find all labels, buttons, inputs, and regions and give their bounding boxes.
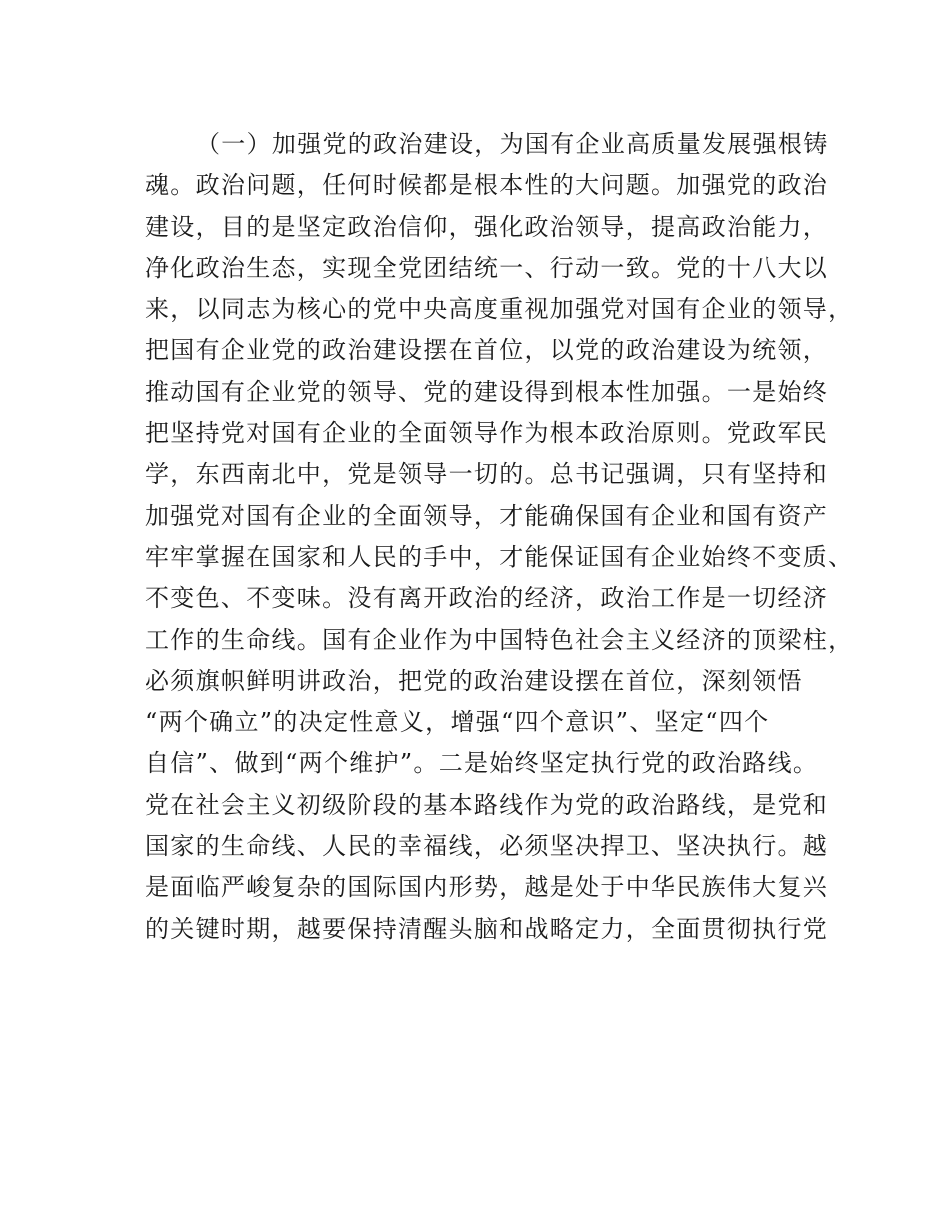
paragraph-line: 把坚持党对国有企业的全面领导作为根本政治原则。党政军民 xyxy=(145,419,829,448)
paragraph-line: 国家的生命线、人民的幸福线，必须坚决捍卫、坚决执行。越 xyxy=(145,832,829,861)
paragraph-line: 自信”、做到“两个维护”。二是始终坚定执行党的政治路线。 xyxy=(145,749,819,778)
paragraph-line: 来，以同志为核心的党中央高度重视加强党对国有企业的领导， xyxy=(145,295,854,324)
paragraph-line: 建设，目的是坚定政治信仰，强化政治领导，提高政治能力， xyxy=(145,212,829,241)
paragraph-line: 牢牢掌握在国家和人民的手中，才能保证国有企业始终不变质、 xyxy=(145,542,854,571)
paragraph-line: “两个确立”的决定性意义，增强“四个意识”、坚定“四个 xyxy=(145,708,770,737)
paragraph-line: 加强党对国有企业的全面领导，才能确保国有企业和国有资产 xyxy=(145,501,829,530)
paragraph-line: 魂。政治问题，任何时候都是根本性的大问题。加强党的政治 xyxy=(145,171,829,200)
paragraph-line: 净化政治生态，实现全党团结统一、行动一致。党的十八大以 xyxy=(145,253,829,282)
paragraph-line: 是面临严峻复杂的国际国内形势，越是处于中华民族伟大复兴 xyxy=(145,873,829,902)
paragraph-line: 的关键时期，越要保持清醒头脑和战略定力，全面贯彻执行党 xyxy=(145,914,829,943)
paragraph-line: 党在社会主义初级阶段的基本路线作为党的政治路线，是党和 xyxy=(145,790,829,819)
paragraph-line: 工作的生命线。国有企业作为中国特色社会主义经济的顶梁柱， xyxy=(145,625,854,654)
body-paragraph xyxy=(145,124,854,950)
paragraph-line: 不变色、不变味。没有离开政治的经济，政治工作是一切经济 xyxy=(145,584,829,613)
paragraph-line: 推动国有企业党的领导、党的建设得到根本性加强。一是始终 xyxy=(145,377,829,406)
paragraph-line: 把国有企业党的政治建设摆在首位，以党的政治建设为统领， xyxy=(145,336,829,365)
paragraph-line: 学，东西南北中，党是领导一切的。总书记强调，只有坚持和 xyxy=(145,460,829,489)
paragraph-line: 必须旗帜鲜明讲政治，把党的政治建设摆在首位，深刻领悟 xyxy=(145,666,803,695)
paragraph-line: （一）加强党的政治建设，为国有企业高质量发展强根铸 xyxy=(196,130,829,158)
